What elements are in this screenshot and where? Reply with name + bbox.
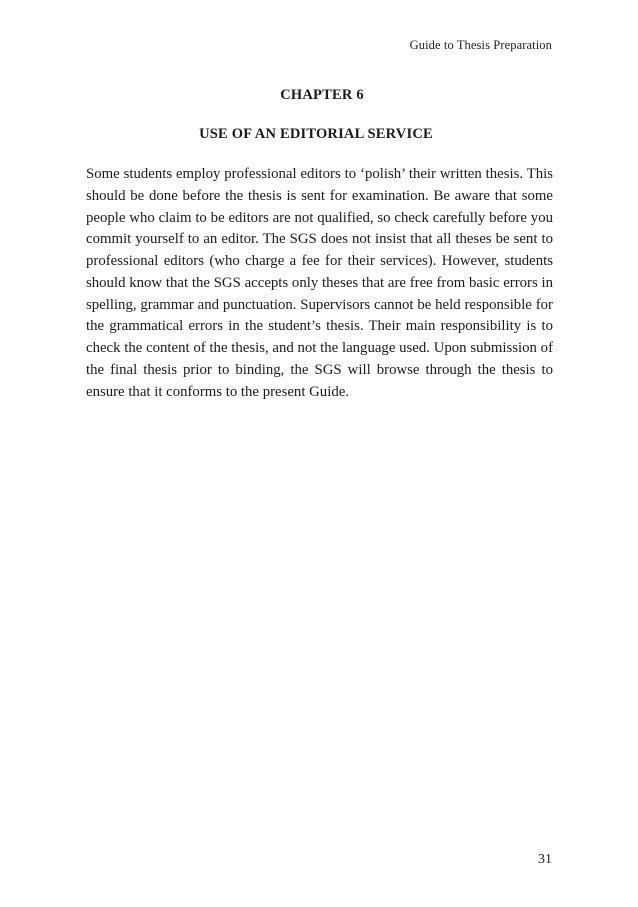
body-paragraph: Some students employ professional editors to ‘polish’ their written thesis. This should be done before the thesis is sent for examination. Be aware that some people who claim to be editors are not qualified, so check carefully before you commit yourself to an editor. The SGS does not insist that all theses be sent to professional editors (who charge a fee for their services). However, students should know that the SGS accepts only theses that are free from basic errors in spelling, grammar and punctuation. Supervisors cannot be held responsible for the grammatical errors in the student’s thesis. Their main responsibility is to check the content of the thesis, and not the language used. Upon submission of the final thesis prior to binding, the SGS will browse through the thesis to ensure that it conforms to the present Guide. (86, 166, 553, 400)
chapter-number: CHAPTER 6 (280, 87, 364, 103)
running-header: Guide to Thesis Preparation (409, 38, 552, 52)
chapter-heading (0, 87, 638, 143)
page-number: 31 (538, 852, 552, 867)
chapter-title: USE OF AN EDITORIAL SERVICE (199, 126, 433, 142)
